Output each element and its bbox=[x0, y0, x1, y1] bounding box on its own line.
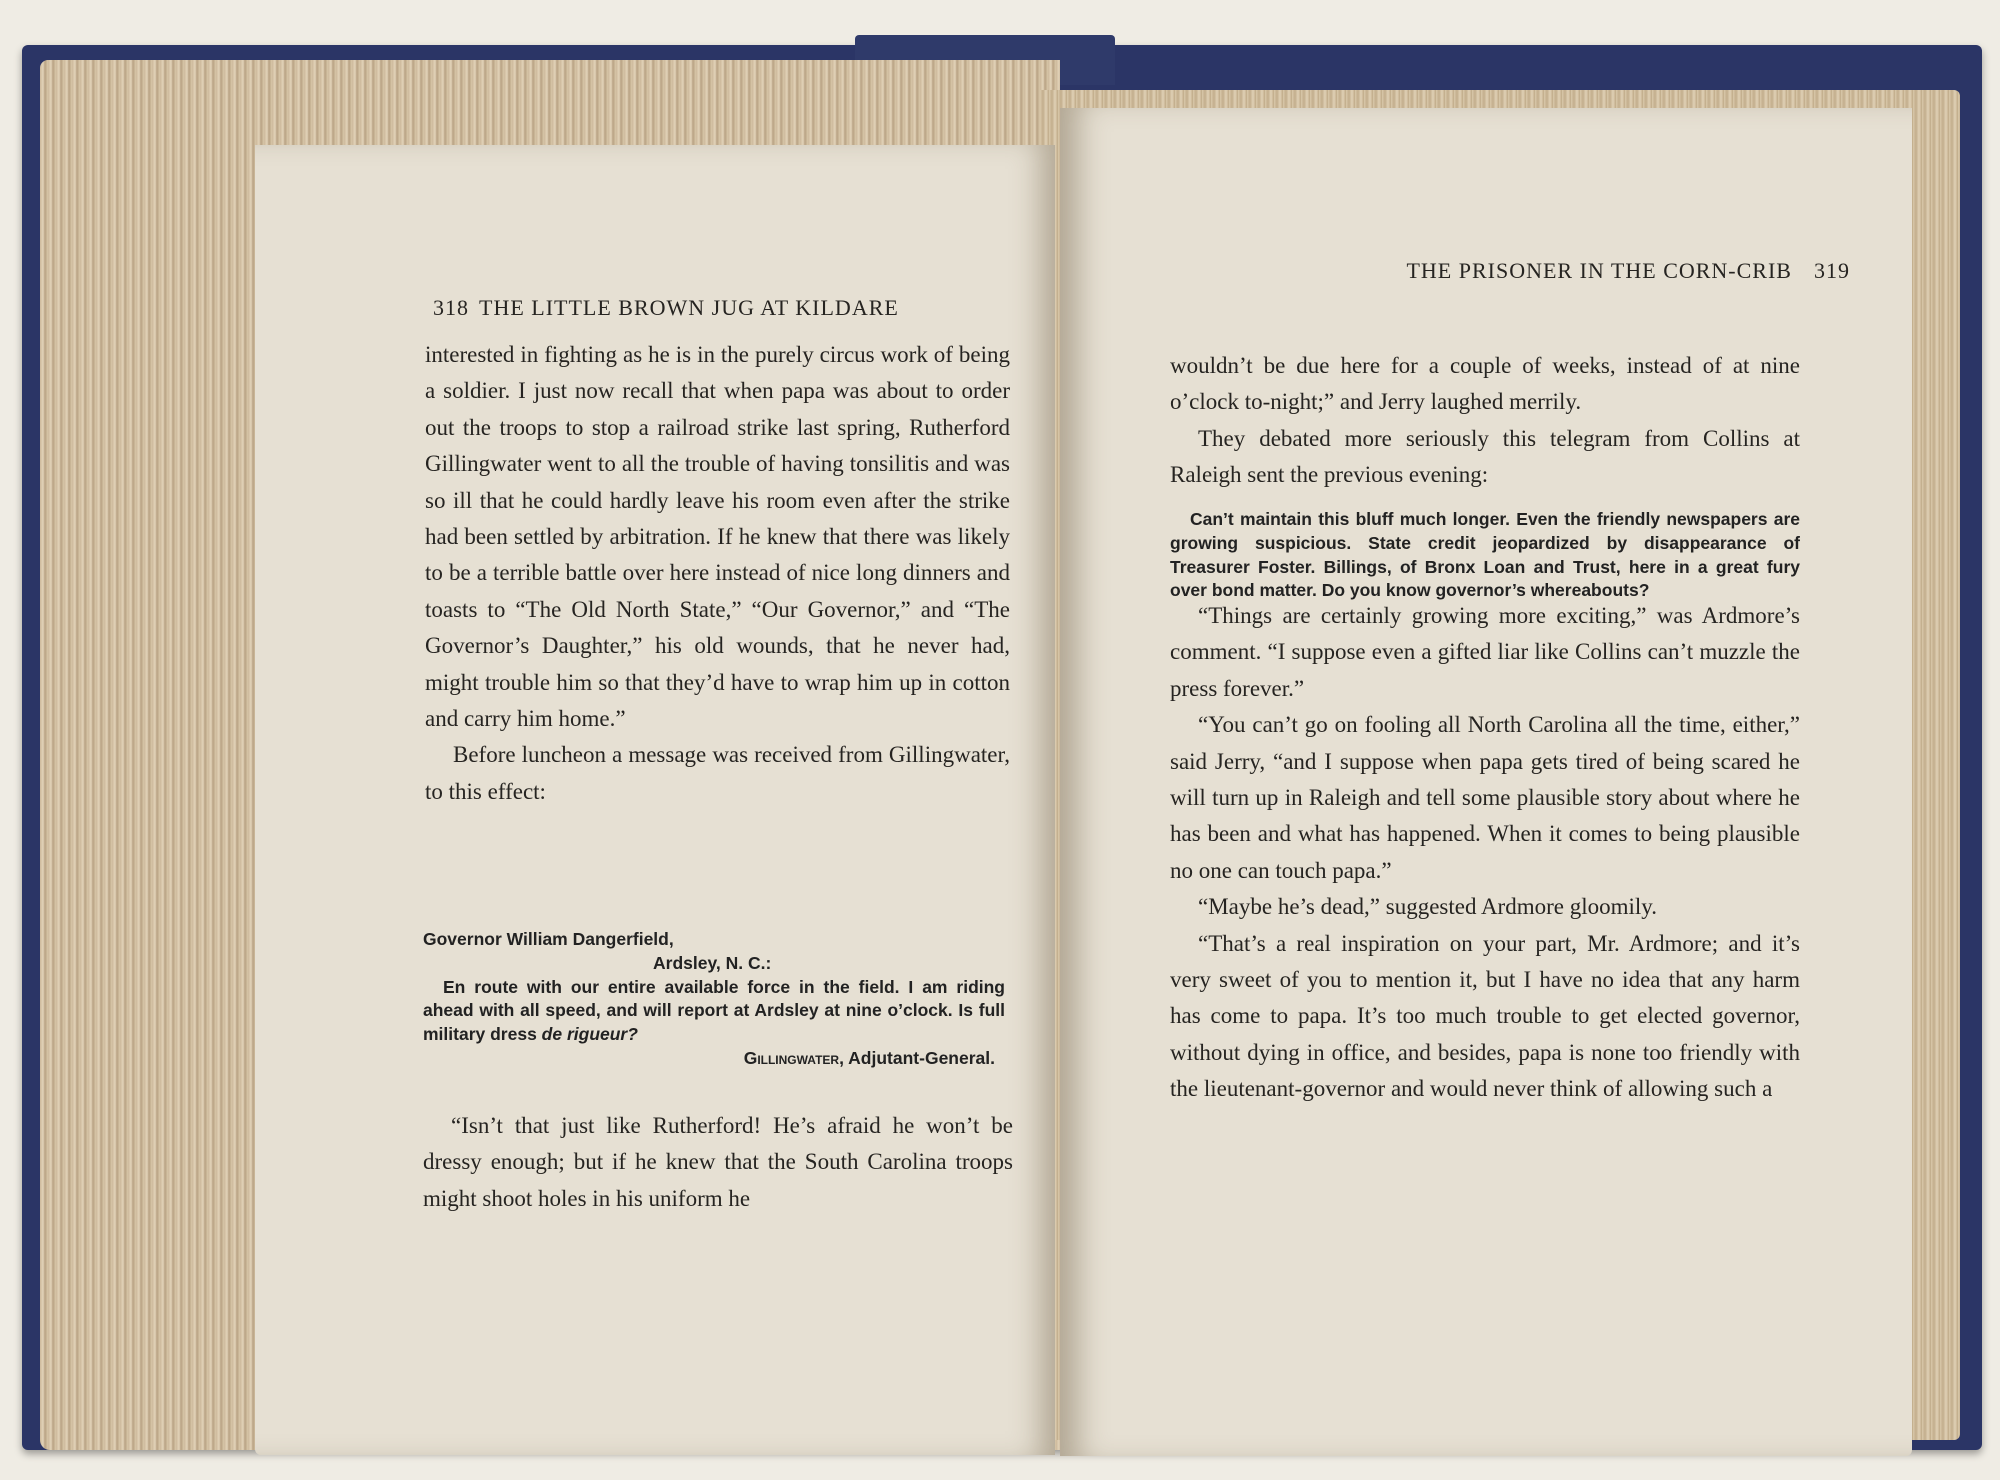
left-head-title: THE LITTLE BROWN JUG AT KILDARE bbox=[479, 295, 899, 320]
right-page-number: 319 bbox=[1814, 258, 1850, 283]
left-body-top bbox=[425, 337, 1010, 810]
telegram-body-text: En route with our entire available force in the field. I am riding ahead with all speed, and will report at Ardsley at nine o’clock. Is full military dress bbox=[423, 976, 1005, 1045]
right-paragraph-6: “That’s a real inspiration on your part, Mr. Ardmore; and it’s very sweet of you to mention it, but I have no idea that any harm has come to papa. It’s too much trouble to get elected governor, without dying in office, and besides, papa is none too friendly with the lieutenant-governor and would never think of allowing such a bbox=[1170, 930, 1800, 1102]
right-telegram-text: Can’t maintain this bluff much longer. Even the friendly newspapers are growing suspicious. State credit jeopardized by disappearance of Treasurer Foster. Billings, of Bronx Loan and Trust, here in a great fury over bond matter. Do you know governor’s whereabouts? bbox=[1170, 509, 1800, 601]
telegram-location: Ardsley, N. C.: bbox=[653, 952, 772, 973]
right-paragraph-3: “Things are certainly growing more exciting,” was Ardmore’s comment. “I suppose even a gifted liar like Collins can’t muzzle the press forever.” bbox=[1170, 603, 1800, 701]
left-telegram bbox=[423, 928, 1005, 1071]
left-page-number: 318 bbox=[433, 295, 469, 320]
telegram-signature-title: , Adjutant-General. bbox=[839, 1047, 995, 1068]
right-paragraph-4: “You can’t go on fooling all North Carolina all the time, either,” said Jerry, “and I suppose when papa gets tired of being scared he will turn up in Raleigh and tell some plausible story about where he has been and what has happened. When it comes to being plausible no one can touch papa.” bbox=[1170, 712, 1800, 883]
right-paragraph-1: wouldn’t be due here for a couple of weeks, instead of at nine o’clock to-night;” and Jerry laughed merrily. bbox=[1170, 353, 1800, 415]
left-paragraph-1: interested in fighting as he is in the purely circus work of being a soldier. I just now recall that when papa was about to order out the troops to stop a railroad strike last spring, Rutherford Gillingwater went to all the trouble of having tonsilitis and was so ill that he could hardly leave his room even after the strike had been settled by arbitration. If he knew that there was likely to be a terrible battle over here instead of nice long dinners and toasts to “The Old North State,” “Our Governor,” and “The Governor’s Daughter,” his old wounds, that he never had, might trouble him so that they’d have to wrap him up in cotton and carry him home.” bbox=[425, 342, 1010, 732]
left-body-bottom bbox=[423, 1108, 1013, 1217]
telegram-signature bbox=[423, 1047, 1005, 1071]
telegram-addressee: Governor William Dangerfield, bbox=[423, 929, 674, 949]
left-page bbox=[255, 145, 1055, 1455]
telegram-body-italic: de rigueur? bbox=[541, 1024, 638, 1045]
right-body-top bbox=[1170, 348, 1800, 494]
telegram-signature-name: Gillingwater bbox=[743, 1047, 840, 1068]
left-paragraph-2: Before luncheon a message was received from Gillingwater, to this effect: bbox=[425, 742, 1010, 804]
right-page bbox=[1060, 108, 1912, 1456]
right-body-bottom bbox=[1170, 598, 1800, 1108]
right-paragraph-2: They debated more seriously this telegram from Collins at Raleigh sent the previous evening: bbox=[1170, 425, 1800, 488]
right-running-head bbox=[1406, 258, 1850, 284]
telegram-body bbox=[423, 976, 1005, 1047]
left-running-head bbox=[433, 295, 1018, 321]
right-head-title: THE PRISONER IN THE CORN-CRIB bbox=[1406, 258, 1792, 283]
right-paragraph-5: “Maybe he’s dead,” suggested Ardmore gloomily. bbox=[1198, 894, 1658, 920]
right-telegram bbox=[1170, 508, 1800, 603]
left-paragraph-3: “Isn’t that just like Rutherford! He’s afraid he won’t be dressy enough; but if he knew that the South Carolina troops might shoot holes in his uniform he bbox=[423, 1113, 1013, 1211]
